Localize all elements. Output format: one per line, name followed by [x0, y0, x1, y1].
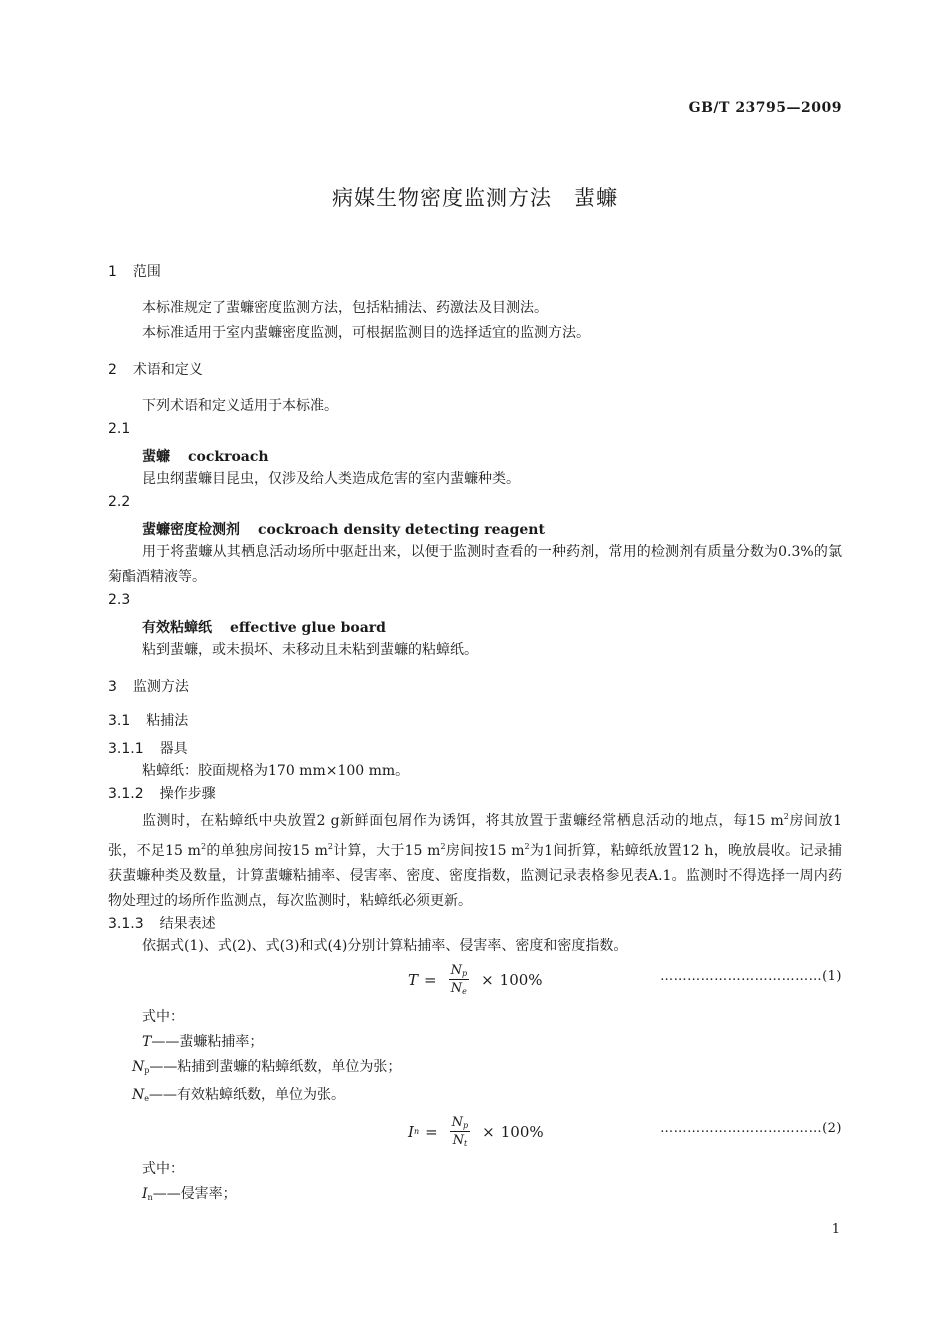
term-number: 2.1 — [108, 421, 131, 437]
term-entry: 蜚蠊 cockroach — [142, 449, 269, 465]
term-entry: 蜚蠊密度检测剂 cockroach density detecting reagent — [142, 522, 545, 538]
document-title: 病媒生物密度监测方法 蜚蠊 — [332, 186, 618, 210]
paragraph: 依据式(1)、式(2)、式(3)和式(4)分别计算粘捕率、侵害率、密度和密度指数。 — [142, 938, 628, 954]
term-definition: 粘到蜚蠊，或未损坏、未移动且未粘到蜚蠊的粘蟑纸。 — [142, 642, 478, 658]
term-definition: 用于将蜚蠊从其栖息活动场所中驱赶出来，以便于监测时查看的一种药剂，常用的检测剂有质量分数为0.3%的氯菊酯酒精液等。 — [108, 544, 842, 585]
section-3-1-2-heading: 3.1.2 操作步骤 — [108, 786, 216, 802]
standard-code: GB/T 23795—2009 — [688, 100, 842, 116]
section-3-1-3-heading: 3.1.3 结果表述 — [108, 916, 216, 932]
term-entry: 有效粘蟑纸 effective glue board — [142, 620, 386, 636]
formula-legend: 式中： $I_n——$侵害率； — [142, 1161, 237, 1202]
section-2-heading: 2 术语和定义 — [108, 362, 203, 378]
paragraph: 本标准规定了蜚蠊密度监测方法，包括粘捕法、药激法及目测法。 — [142, 300, 548, 316]
paragraph: 下列术语和定义适用于本标准。 — [142, 398, 338, 414]
formula-1: T = $\frac{N_p}{N_e}$ × 100% ………………………………(1) — [408, 963, 842, 996]
section-3-1-heading: 3.1 粘捕法 — [108, 713, 189, 729]
term-definition: 昆虫纲蜚蠊目昆虫，仅涉及给人类造成危害的室内蜚蠊种类。 — [142, 471, 520, 487]
paragraph: 粘蟑纸：胶面规格为170 mm×100 mm。 — [142, 763, 410, 779]
term-number: 2.2 — [108, 494, 131, 510]
paragraph: 本标准适用于室内蜚蠊密度监测，可根据监测目的选择适宜的监测方法。 — [142, 325, 590, 341]
term-number: 2.3 — [108, 592, 131, 608]
document-body — [108, 262, 842, 1210]
paragraph: 监测时，在粘蟑纸中央放置2 g新鲜面包屑作为诱饵，将其放置于蜚蠊经常栖息活动的地点，每15 $m^2$房间放1张，不足15 $m^2$的单独房间按15 $m^2$计算，大于15 $m^2$房间按15 $m^2$为1间折算，粘蟑纸放置12 h，晚放晨收。记录捕获蜚蠊种类及数量，计算蜚蠊粘捕率、侵害率、密度、密度指数，监测记录表格参见表A.1。监测时不得选择一周内药物处理过的场所作监测点，每次监测时，粘蟑纸必须更新。 — [108, 812, 842, 909]
page-number: 1 — [831, 1222, 840, 1237]
section-1-heading: 1 范围 — [108, 264, 161, 280]
formula-number: ………………………………(1) — [660, 969, 842, 984]
section-3-heading: 3 监测方法 — [108, 679, 189, 695]
formula-legend: 式中： T——蜚蠊粘捕率； $N_p——$粘捕到蜚蠊的粘蟑纸数，单位为张； $N_e——$有效粘蟑纸数，单位为张。 — [132, 1009, 402, 1103]
formula-number: ………………………………(2) — [660, 1121, 842, 1136]
formula-2: I n = $\frac{N_p}{N_t}$ × 100% ………………………………(2) — [408, 1115, 842, 1148]
section-3-1-1-heading: 3.1.1 器具 — [108, 741, 188, 757]
